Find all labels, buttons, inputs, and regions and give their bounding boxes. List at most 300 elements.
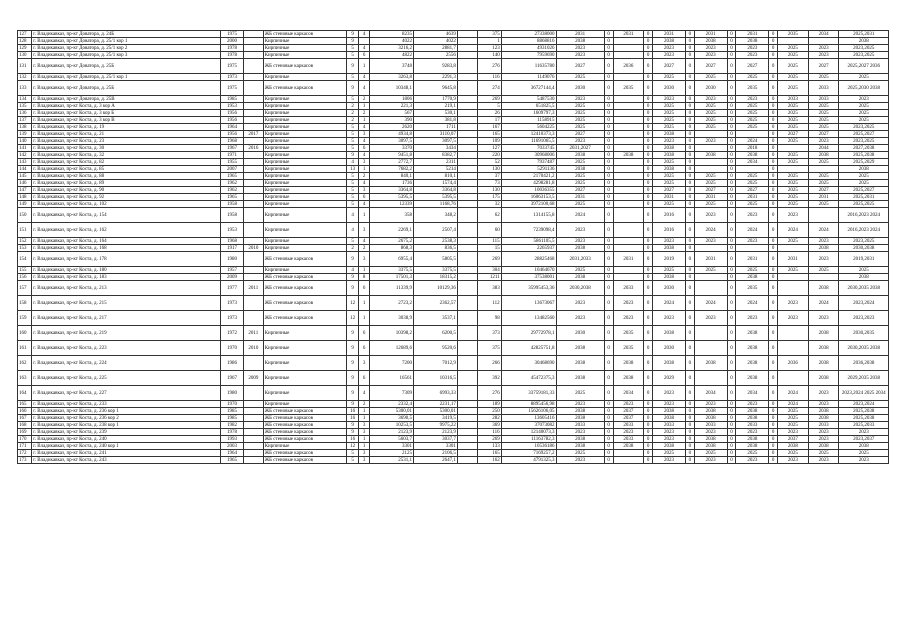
table-cell: 0 xyxy=(769,450,778,457)
table-cell: 2025 xyxy=(653,173,686,180)
table-cell: 16561 xyxy=(370,371,414,386)
table-cell: 0 xyxy=(769,145,778,152)
table-cell: 29772978,1 xyxy=(501,326,556,341)
table-cell: 2036,2038 xyxy=(839,356,889,371)
table-cell xyxy=(243,52,263,59)
table-cell xyxy=(243,223,263,238)
table-cell: 1970 xyxy=(220,401,243,408)
table-cell xyxy=(778,38,809,45)
table-cell: 2038 xyxy=(694,38,727,45)
table-cell: 0 xyxy=(604,201,613,208)
table-cell: 0 xyxy=(769,223,778,238)
table-row xyxy=(18,252,889,267)
table-cell xyxy=(457,311,477,326)
table-cell: 4 xyxy=(359,386,370,401)
table-cell: 0 xyxy=(604,281,613,296)
table-cell: 37073082 xyxy=(501,422,556,429)
table-cell: 0 xyxy=(685,436,694,443)
table-cell: г. Владикавказ, пр-кт Коста, д. 21 xyxy=(32,131,221,138)
table-cell: 2038 xyxy=(653,145,686,152)
table-cell: 0 xyxy=(727,326,736,341)
table-cell: 2024 xyxy=(694,223,727,238)
table-cell: 2038 xyxy=(653,131,686,138)
table-cell: 2038 xyxy=(736,152,769,159)
table-cell: г. Владикавказ, пр-кт Коста, д. 164 xyxy=(32,238,221,245)
table-cell: 4 xyxy=(359,152,370,159)
table-cell: 0 xyxy=(769,326,778,341)
table-cell: 3364,8 xyxy=(370,187,414,194)
table-cell: г. Владикавказ, пр-кт Коста, д. 241 xyxy=(32,450,221,457)
table-cell: 1 xyxy=(359,296,370,311)
table-cell: 2038 xyxy=(808,443,839,450)
table-cell: 0 xyxy=(644,429,653,436)
table-cell xyxy=(243,443,263,450)
table-cell: Кирпичные xyxy=(263,267,346,274)
table-cell: 138 xyxy=(18,124,32,131)
table-cell: 2025 xyxy=(778,238,809,245)
table-cell: 2034 xyxy=(736,159,769,166)
table-cell xyxy=(457,96,477,103)
table-cell: 0 xyxy=(685,408,694,415)
table-cell: 2023 xyxy=(839,457,889,464)
table-cell: 392 xyxy=(477,371,501,386)
table-cell: 2031 xyxy=(694,31,727,38)
table-cell xyxy=(613,110,644,117)
table-cell xyxy=(613,131,644,138)
table-cell: 5 xyxy=(347,131,359,138)
table-cell: 2023 xyxy=(653,96,686,103)
table-cell: 2023 xyxy=(808,52,839,59)
table-cell: 2011 xyxy=(243,326,263,341)
table-cell: 2038 xyxy=(556,356,604,371)
table-cell: Кирпичные xyxy=(263,356,346,371)
table-cell: 2025 xyxy=(778,408,809,415)
table-cell xyxy=(613,145,644,152)
table-cell: 2035 xyxy=(778,31,809,38)
table-cell xyxy=(736,131,769,138)
table-cell: 2030 xyxy=(556,81,604,96)
table-cell xyxy=(243,74,263,81)
table-cell: 0 xyxy=(685,208,694,223)
table-cell: 0 xyxy=(644,422,653,429)
table-cell: 0 xyxy=(685,245,694,252)
table-cell xyxy=(457,341,477,356)
table-cell: 0 xyxy=(769,187,778,194)
table-cell: 0 xyxy=(727,173,736,180)
table-cell: 9 xyxy=(347,31,359,38)
table-cell xyxy=(457,180,477,187)
table-cell: 5604225 xyxy=(501,124,556,131)
table-cell: 2311 xyxy=(413,159,457,166)
table-cell: 175 xyxy=(477,194,501,201)
table-cell: 0 xyxy=(685,194,694,201)
table-cell: 0 xyxy=(685,267,694,274)
table-cell: 2025 xyxy=(694,450,727,457)
table-cell xyxy=(778,281,809,296)
table-cell: 3 xyxy=(359,457,370,464)
table-cell: Кирпичные xyxy=(263,401,346,408)
table-cell: 2023 xyxy=(653,436,686,443)
table-cell: 2031,2027 xyxy=(556,145,604,152)
table-cell: 0 xyxy=(769,274,778,281)
table-cell: 10253,5 xyxy=(370,422,414,429)
table-cell: 0 xyxy=(644,173,653,180)
table-cell: 0 xyxy=(604,429,613,436)
table-cell: 4 xyxy=(359,124,370,131)
table-cell: 10464670 xyxy=(501,267,556,274)
table-cell: 2620 xyxy=(370,124,414,131)
table-cell: 12 xyxy=(347,296,359,311)
table-cell: 0 xyxy=(644,436,653,443)
table-cell: 0 xyxy=(644,238,653,245)
table-cell: 0 xyxy=(685,422,694,429)
table-cell xyxy=(243,252,263,267)
table-cell: 130 xyxy=(477,187,501,194)
table-cell: 9 xyxy=(347,281,359,296)
table-cell: 37538001 xyxy=(501,274,556,281)
table-cell xyxy=(243,311,263,326)
table-cell: г. Владикавказ, пр-кт Коста, д. 30 xyxy=(32,145,221,152)
table-cell: 12689,6 xyxy=(370,341,414,356)
table-cell: 153 xyxy=(18,245,32,252)
table-cell: 0 xyxy=(644,401,653,408)
table-cell: 9 xyxy=(347,422,359,429)
table-cell: 1964 xyxy=(220,124,243,131)
table-cell: 0 xyxy=(644,45,653,52)
table-cell: 2023 xyxy=(653,138,686,145)
table-cell: 0 xyxy=(604,131,613,138)
table-cell: 2023,2025 xyxy=(839,238,889,245)
table-cell: 2038 xyxy=(556,408,604,415)
table-cell: 2016,2023 2024 xyxy=(839,223,889,238)
table-cell: 2025,2025 xyxy=(839,201,889,208)
table-cell: 2023 xyxy=(736,311,769,326)
table-cell: 151 xyxy=(18,223,32,238)
table-cell: 1149076 xyxy=(501,74,556,81)
table-cell: 2037 xyxy=(778,436,809,443)
table-cell: 2025,2033 xyxy=(839,422,889,429)
table-cell: 2027 xyxy=(694,59,727,74)
table-cell: 1 xyxy=(477,38,501,45)
table-cell: 2025,2029 xyxy=(839,159,889,166)
table-cell: 2025 xyxy=(778,45,809,52)
table-cell: 2016,2023 2024 xyxy=(839,208,889,223)
table-cell xyxy=(778,341,809,356)
table-cell: 0 xyxy=(727,201,736,208)
table-cell: 60 xyxy=(477,223,501,238)
table-cell: 0 xyxy=(685,81,694,96)
table-cell: 1968 xyxy=(220,138,243,145)
table-cell: Кирпичные xyxy=(263,45,346,52)
table-cell: 0 xyxy=(769,371,778,386)
table-cell: 2023 xyxy=(694,401,727,408)
table-cell: 9975,22 xyxy=(413,422,457,429)
table-cell: 0 xyxy=(685,131,694,138)
table-cell: 2027 xyxy=(653,187,686,194)
table-cell: 62 xyxy=(477,208,501,223)
table-cell: 1609797,3 xyxy=(501,110,556,117)
table-cell: 2035 xyxy=(736,81,769,96)
table-cell: 1962 xyxy=(220,187,243,194)
table-cell: 1985 xyxy=(220,415,243,422)
table-cell: 567 xyxy=(370,110,414,117)
table-cell: 145 xyxy=(18,173,32,180)
table-cell: 1574,4 xyxy=(413,180,457,187)
table-cell: 7937487 xyxy=(501,159,556,166)
table-cell: 2025 xyxy=(808,124,839,131)
table-cell xyxy=(457,52,477,59)
table-cell: 160 xyxy=(18,326,32,341)
table-cell: г. Владикавказ, пр-кт Коста, д. 239 xyxy=(32,429,221,436)
table-cell: ЖБ стеновые каркасов xyxy=(263,252,346,267)
table-cell: 221,3 xyxy=(370,103,414,110)
table-cell xyxy=(736,166,769,173)
table-cell: 0 xyxy=(685,31,694,38)
table-cell: 1 xyxy=(359,436,370,443)
table-cell: 13482560 xyxy=(501,311,556,326)
table-cell: Кирпичные xyxy=(263,326,346,341)
table-row xyxy=(18,187,889,194)
table-cell: 2038 xyxy=(556,274,604,281)
table-cell: 1972 xyxy=(220,326,243,341)
table-cell: 3038,9 xyxy=(370,311,414,326)
table-cell: 2025 xyxy=(808,173,839,180)
table-cell: 15626106,05 xyxy=(501,408,556,415)
table-cell: 2 xyxy=(359,401,370,408)
table-cell: 2033 xyxy=(778,96,809,103)
table-cell: 0 xyxy=(604,408,613,415)
table-cell: 0 xyxy=(769,415,778,422)
table-cell: 1 xyxy=(359,415,370,422)
table-cell: Кирпичные xyxy=(263,223,346,238)
table-cell: 2016 xyxy=(243,145,263,152)
table-cell: 0 xyxy=(685,326,694,341)
table-cell: 868,3 xyxy=(370,245,414,252)
table-cell: 0 xyxy=(685,252,694,267)
table-cell xyxy=(457,422,477,429)
table-cell: 530,1 xyxy=(413,110,457,117)
table-cell: 2038 xyxy=(736,408,769,415)
table-cell: 8382,7 xyxy=(413,152,457,159)
table-cell: 2027 xyxy=(778,131,809,138)
table-cell: 0 xyxy=(769,45,778,52)
table-cell: 2029 xyxy=(653,371,686,386)
table-cell: 2030 xyxy=(653,81,686,96)
table-row xyxy=(18,173,889,180)
table-cell: 1 xyxy=(359,443,370,450)
table-cell: 162 xyxy=(477,457,501,464)
table-cell: 8235 xyxy=(370,31,414,38)
table-cell xyxy=(457,59,477,74)
table-cell xyxy=(613,450,644,457)
table-cell: 1964 xyxy=(220,450,243,457)
table-cell: 1971 xyxy=(220,152,243,159)
table-cell: 73 xyxy=(477,180,501,187)
table-cell: 2023 xyxy=(694,429,727,436)
table-cell: 2556 xyxy=(413,52,457,59)
table-cell: ЖБ стеновые каркасов xyxy=(263,311,346,326)
table-cell: Кирпичные xyxy=(263,38,346,45)
table-cell: 35995453,36 xyxy=(501,281,556,296)
table-cell xyxy=(613,138,644,145)
table-cell xyxy=(457,166,477,173)
table-cell: 2025 xyxy=(653,159,686,166)
table-cell xyxy=(613,180,644,187)
table-cell: 2025 xyxy=(653,74,686,81)
table-cell: 165 xyxy=(18,401,32,408)
table-cell: 130 xyxy=(477,166,501,173)
table-cell: 4298281,8 xyxy=(501,180,556,187)
table-cell: 0 xyxy=(604,187,613,194)
table-row xyxy=(18,31,889,38)
table-cell: 3110,07 xyxy=(413,131,457,138)
table-cell: 0 xyxy=(604,96,613,103)
table-cell: 2265937 xyxy=(501,245,556,252)
table-cell: 155 xyxy=(18,267,32,274)
table-cell: 2025 xyxy=(839,450,889,457)
table-cell xyxy=(613,194,644,201)
table-cell: 16 xyxy=(347,408,359,415)
housing-register-table xyxy=(17,30,889,464)
table-cell: 1 xyxy=(359,267,370,274)
table-cell: 0 xyxy=(604,415,613,422)
table-cell: 0 xyxy=(727,159,736,166)
table-cell: 12140073,3 xyxy=(501,429,556,436)
table-row xyxy=(18,103,889,110)
table-cell: 2025 xyxy=(556,267,604,274)
table-cell: 373 xyxy=(477,326,501,341)
table-cell: г. Владикавказ, пр-кт Коста, д. 224 xyxy=(32,356,221,371)
table-cell: 149 xyxy=(18,201,32,208)
table-cell: 2025 xyxy=(808,450,839,457)
table-cell: 2023 xyxy=(556,429,604,436)
table-cell: 0 xyxy=(769,103,778,110)
table-cell: 2031 xyxy=(613,31,644,38)
table-cell: 1211 xyxy=(477,274,501,281)
table-cell: 2023 xyxy=(653,401,686,408)
table-cell: 2024 xyxy=(778,223,809,238)
table-cell: 2038 xyxy=(653,274,686,281)
table-cell: 1962 xyxy=(220,180,243,187)
table-cell: 2023 xyxy=(556,96,604,103)
table-cell xyxy=(694,131,727,138)
table-cell: 6 xyxy=(359,326,370,341)
table-cell xyxy=(243,429,263,436)
table-cell: 0 xyxy=(685,341,694,356)
table-cell: 0 xyxy=(727,208,736,223)
table-cell: 2038 xyxy=(653,415,686,422)
table-cell xyxy=(457,117,477,124)
table-cell: 2025 xyxy=(556,74,604,81)
table-cell: 2023 xyxy=(736,45,769,52)
table-cell: 2009 xyxy=(220,274,243,281)
table-cell: 2025 xyxy=(778,74,809,81)
table-cell: 2030 xyxy=(556,326,604,341)
table-cell: г. Владикавказ, пр-кт Доватора, д. 25/1 кор 2 xyxy=(32,45,221,52)
table-cell: г. Владикавказ, пр-кт Коста, д. 225 xyxy=(32,371,221,386)
table-cell: 0 xyxy=(769,194,778,201)
table-cell: 2025 xyxy=(808,180,839,187)
table-cell: 0 xyxy=(769,131,778,138)
table-cell: 0 xyxy=(604,223,613,238)
table-cell xyxy=(808,208,839,223)
table-cell: 2023 xyxy=(556,52,604,59)
table-cell: 2023 xyxy=(839,96,889,103)
table-cell: 0 xyxy=(644,180,653,187)
table-cell: 2025 xyxy=(556,159,604,166)
table-cell: 142 xyxy=(18,152,32,159)
table-cell xyxy=(457,159,477,166)
table-row xyxy=(18,74,889,81)
table-cell xyxy=(243,180,263,187)
table-cell: 116 xyxy=(477,74,501,81)
table-cell: 2038 xyxy=(694,408,727,415)
table-cell: 2023,2025 xyxy=(839,52,889,59)
table-row xyxy=(18,274,889,281)
table-cell: 2023 xyxy=(613,429,644,436)
table-cell: 0 xyxy=(727,386,736,401)
table-cell: 9520,6 xyxy=(413,341,457,356)
table-cell: 2038 xyxy=(653,356,686,371)
table-cell xyxy=(808,166,839,173)
table-cell: 2038 xyxy=(556,371,604,386)
table-cell: 0 xyxy=(644,52,653,59)
table-cell: 12410373,3 xyxy=(501,131,556,138)
table-cell: 0 xyxy=(685,110,694,117)
table-cell: 165 xyxy=(477,131,501,138)
table-cell: 8895456,98 xyxy=(501,401,556,408)
table-cell: г. Владикавказ, пр-кт Доватора, д. 25/1 кор 1 xyxy=(32,38,221,45)
table-cell: Кирпичные xyxy=(263,371,346,386)
table-cell: 2023 xyxy=(736,238,769,245)
table-cell xyxy=(457,38,477,45)
table-cell: 152 xyxy=(18,238,32,245)
table-cell: 4 xyxy=(359,81,370,96)
table-cell: 0 xyxy=(644,145,653,152)
table-cell: 0 xyxy=(769,401,778,408)
table-cell: 0 xyxy=(685,187,694,194)
table-cell: г. Владикавказ, пр-кт Коста, д. 90 xyxy=(32,187,221,194)
table-row xyxy=(18,386,889,401)
table-cell: г. Владикавказ, пр-кт Коста, д. 213 xyxy=(32,281,221,296)
table-cell: 1975 xyxy=(220,31,243,38)
table-cell: ЖБ стеновые каркасов xyxy=(263,429,346,436)
table-cell: 1953 xyxy=(220,223,243,238)
table-cell: 2332,4 xyxy=(370,401,414,408)
table-cell: 269 xyxy=(477,252,501,267)
table-cell: 1973 xyxy=(220,296,243,311)
table-cell: 2038 xyxy=(839,166,889,173)
table-cell xyxy=(613,201,644,208)
table-cell: 2 xyxy=(347,103,359,110)
table-cell: 2033 xyxy=(808,96,839,103)
table-cell: 0 xyxy=(685,415,694,422)
table-cell: 4931026 xyxy=(501,45,556,52)
table-cell: 0 xyxy=(727,194,736,201)
table-cell: Кирпичные xyxy=(263,159,346,166)
table-cell: 2034 xyxy=(694,386,727,401)
table-cell: 167 xyxy=(477,124,501,131)
table-cell: г. Владикавказ, пр-кт Коста, д. 92 xyxy=(32,194,221,201)
table-cell: 1965 xyxy=(220,194,243,201)
table-cell: 2036 xyxy=(778,356,809,371)
table-cell: 12 xyxy=(347,443,359,450)
table-cell: 5603,7 xyxy=(370,436,414,443)
table-cell: 2023,2025 xyxy=(839,45,889,52)
table-cell: 2 xyxy=(347,117,359,124)
table-cell: 0 xyxy=(644,341,653,356)
table-cell: г. Владикавказ, пр-кт Доватора, д. 25/1 кор 3 xyxy=(32,52,221,59)
